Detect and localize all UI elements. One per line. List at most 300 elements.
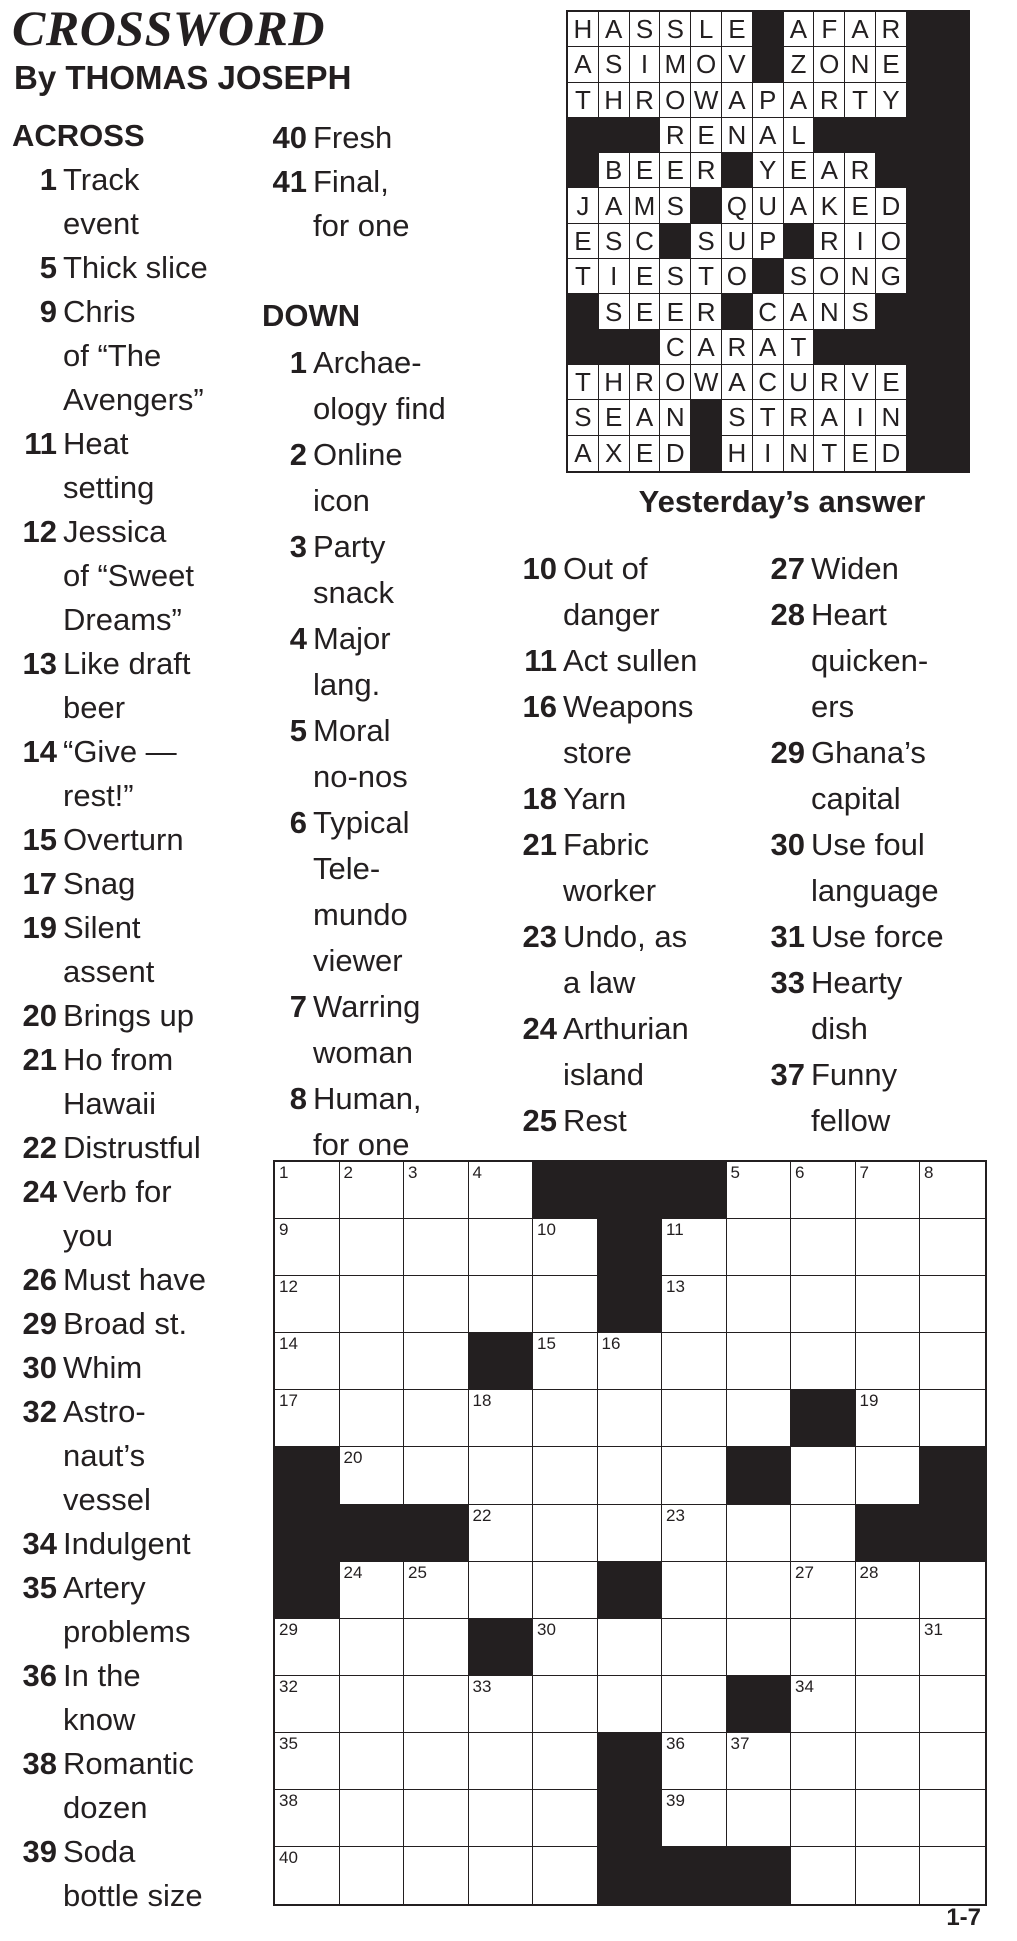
answer-cell[interactable] bbox=[727, 1790, 792, 1847]
across-clues-column-2 bbox=[262, 116, 492, 248]
yesterday-letter-cell: A bbox=[814, 153, 845, 188]
answer-cell[interactable] bbox=[662, 1733, 727, 1790]
clue-number: 37 bbox=[770, 1057, 805, 1092]
answer-cell[interactable] bbox=[920, 1162, 985, 1219]
answer-cell[interactable] bbox=[856, 1847, 921, 1904]
yesterday-letter-cell: U bbox=[753, 188, 784, 223]
cell-number: 37 bbox=[730, 1733, 750, 1753]
clue-number: 35 bbox=[22, 1570, 57, 1605]
answer-cell[interactable] bbox=[469, 1676, 534, 1733]
yesterday-letter-cell: M bbox=[660, 47, 691, 82]
yesterday-letter-cell: E bbox=[722, 12, 753, 47]
cell-number: 1 bbox=[279, 1163, 289, 1182]
answer-cell[interactable] bbox=[791, 1333, 856, 1390]
answer-cell[interactable] bbox=[727, 1162, 792, 1219]
answer-cell[interactable] bbox=[275, 1733, 340, 1790]
clue-number: 39 bbox=[22, 1834, 57, 1869]
clue bbox=[512, 822, 752, 914]
answer-cell[interactable] bbox=[469, 1390, 534, 1447]
yesterday-letter-cell: S bbox=[599, 294, 630, 329]
yesterday-black-square bbox=[938, 47, 969, 82]
answer-cell[interactable] bbox=[920, 1676, 985, 1733]
yesterday-letter-cell: A bbox=[568, 436, 599, 471]
clue-text: problems bbox=[63, 1614, 191, 1649]
clue-text: vessel bbox=[63, 1482, 151, 1517]
answer-cell[interactable] bbox=[533, 1562, 598, 1619]
yesterday-letter-cell: R bbox=[876, 12, 907, 47]
answer-cell[interactable] bbox=[469, 1162, 534, 1219]
answer-cell[interactable] bbox=[404, 1562, 469, 1619]
answer-cell[interactable] bbox=[404, 1162, 469, 1219]
black-square bbox=[727, 1847, 792, 1904]
answer-cell[interactable] bbox=[469, 1276, 534, 1333]
clue-text: Overturn bbox=[63, 822, 184, 857]
answer-cell[interactable] bbox=[275, 1276, 340, 1333]
answer-cell[interactable] bbox=[340, 1219, 405, 1276]
clue bbox=[512, 684, 752, 776]
yesterday-letter-cell: G bbox=[876, 259, 907, 294]
yesterday-letter-cell: X bbox=[599, 436, 630, 471]
answer-cell[interactable] bbox=[404, 1847, 469, 1904]
answer-cell[interactable] bbox=[533, 1733, 598, 1790]
yesterday-letter-cell: O bbox=[660, 83, 691, 118]
answer-cell[interactable] bbox=[469, 1733, 534, 1790]
answer-cell[interactable] bbox=[340, 1390, 405, 1447]
yesterday-black-square bbox=[876, 330, 907, 365]
clue-number: 11 bbox=[524, 643, 557, 678]
yesterday-black-square bbox=[907, 365, 938, 400]
yesterday-black-square bbox=[938, 330, 969, 365]
clue bbox=[262, 116, 492, 160]
clue-text: Snag bbox=[63, 866, 136, 901]
yesterday-black-square bbox=[568, 118, 599, 153]
yesterday-letter-cell: K bbox=[814, 188, 845, 223]
answer-cell[interactable] bbox=[662, 1390, 727, 1447]
clue bbox=[512, 1006, 752, 1098]
answer-cell[interactable] bbox=[727, 1505, 792, 1562]
cell-number: 31 bbox=[924, 1619, 943, 1639]
yesterday-black-square bbox=[907, 118, 938, 153]
answer-cell[interactable] bbox=[340, 1676, 405, 1733]
clue-number: 38 bbox=[22, 1746, 57, 1781]
answer-cell[interactable] bbox=[791, 1219, 856, 1276]
clue bbox=[12, 818, 252, 862]
answer-cell[interactable] bbox=[533, 1676, 598, 1733]
yesterday-letter-cell: I bbox=[845, 224, 876, 259]
answer-cell[interactable] bbox=[727, 1562, 792, 1619]
answer-cell[interactable] bbox=[469, 1790, 534, 1847]
yesterday-black-square bbox=[691, 400, 722, 435]
yesterday-letter-cell: Y bbox=[876, 83, 907, 118]
clue-text: ology find bbox=[313, 391, 446, 426]
yesterday-letter-cell: E bbox=[568, 224, 599, 259]
clue-text: naut’s bbox=[63, 1438, 146, 1473]
clue-text: a law bbox=[563, 965, 636, 1000]
clue-number: 17 bbox=[22, 866, 57, 901]
cell-number: 10 bbox=[537, 1220, 556, 1240]
answer-cell[interactable] bbox=[727, 1333, 792, 1390]
answer-cell[interactable] bbox=[469, 1447, 534, 1504]
yesterday-letter-cell: E bbox=[630, 436, 661, 471]
answer-cell[interactable] bbox=[598, 1619, 663, 1676]
cell-number: 17 bbox=[279, 1391, 298, 1411]
answer-cell[interactable] bbox=[469, 1219, 534, 1276]
yesterday-letter-cell: V bbox=[845, 365, 876, 400]
clue-number: 25 bbox=[522, 1103, 557, 1138]
yesterday-letter-cell: E bbox=[691, 118, 722, 153]
yesterday-letter-cell: Z bbox=[784, 47, 815, 82]
yesterday-letter-cell: A bbox=[568, 47, 599, 82]
answer-cell[interactable] bbox=[662, 1562, 727, 1619]
cell-number: 3 bbox=[408, 1163, 418, 1182]
yesterday-letter-cell: A bbox=[722, 83, 753, 118]
yesterday-letter-cell: A bbox=[784, 294, 815, 329]
answer-cell[interactable] bbox=[662, 1505, 727, 1562]
answer-cell[interactable] bbox=[404, 1276, 469, 1333]
answer-cell[interactable] bbox=[856, 1619, 921, 1676]
clue-text: viewer bbox=[313, 943, 403, 978]
answer-cell[interactable] bbox=[340, 1790, 405, 1847]
yesterday-black-square bbox=[568, 153, 599, 188]
yesterday-letter-cell: A bbox=[814, 400, 845, 435]
clue-text: lang. bbox=[313, 667, 381, 702]
yesterday-letter-cell: T bbox=[784, 330, 815, 365]
answer-cell[interactable] bbox=[404, 1390, 469, 1447]
clue-number: 41 bbox=[272, 164, 307, 199]
answer-cell[interactable] bbox=[791, 1790, 856, 1847]
answer-cell[interactable] bbox=[920, 1276, 985, 1333]
yesterday-black-square bbox=[938, 436, 969, 471]
answer-cell[interactable] bbox=[340, 1562, 405, 1619]
answer-cell[interactable] bbox=[791, 1847, 856, 1904]
clue-text: “Give — bbox=[63, 734, 177, 769]
yesterday-letter-cell: S bbox=[784, 259, 815, 294]
clue-text: Rest bbox=[563, 1103, 627, 1138]
clue bbox=[12, 906, 252, 994]
clue bbox=[262, 708, 492, 800]
yesterday-letter-cell: I bbox=[599, 259, 630, 294]
clue bbox=[12, 1170, 252, 1258]
answer-cell[interactable] bbox=[727, 1276, 792, 1333]
yesterday-letter-cell: C bbox=[753, 294, 784, 329]
yesterday-letter-cell: P bbox=[753, 83, 784, 118]
answer-cell[interactable] bbox=[404, 1219, 469, 1276]
clue-number: 9 bbox=[39, 294, 57, 329]
answer-cell[interactable] bbox=[920, 1333, 985, 1390]
answer-cell[interactable] bbox=[598, 1676, 663, 1733]
cell-number: 34 bbox=[795, 1676, 814, 1696]
answer-cell[interactable] bbox=[662, 1619, 727, 1676]
cell-number: 38 bbox=[279, 1791, 298, 1811]
answer-cell[interactable] bbox=[340, 1276, 405, 1333]
answer-cell[interactable] bbox=[856, 1447, 921, 1504]
clue-text: Major bbox=[313, 621, 391, 656]
clue bbox=[12, 1830, 252, 1918]
answer-cell[interactable] bbox=[791, 1562, 856, 1619]
puzzle-byline: By THOMAS JOSEPH bbox=[14, 59, 352, 96]
answer-cell[interactable] bbox=[791, 1733, 856, 1790]
answer-cell[interactable] bbox=[791, 1447, 856, 1504]
answer-cell[interactable] bbox=[533, 1276, 598, 1333]
answer-cell[interactable] bbox=[404, 1733, 469, 1790]
yesterday-letter-cell: B bbox=[599, 153, 630, 188]
answer-cell[interactable] bbox=[598, 1447, 663, 1504]
clue bbox=[12, 642, 252, 730]
clue bbox=[760, 1052, 1000, 1144]
answer-cell[interactable] bbox=[275, 1333, 340, 1390]
clue-text: Ghana’s bbox=[811, 735, 926, 770]
clue bbox=[12, 1346, 252, 1390]
answer-cell[interactable] bbox=[275, 1219, 340, 1276]
yesterday-letter-cell: T bbox=[814, 436, 845, 471]
answer-cell[interactable] bbox=[856, 1390, 921, 1447]
answer-cell[interactable] bbox=[340, 1447, 405, 1504]
answer-cell[interactable] bbox=[791, 1276, 856, 1333]
clue-text: Arthurian bbox=[563, 1011, 689, 1046]
answer-cell[interactable] bbox=[856, 1562, 921, 1619]
yesterday-letter-cell: J bbox=[568, 188, 599, 223]
yesterday-letter-cell: C bbox=[660, 330, 691, 365]
clue-number: 14 bbox=[22, 734, 57, 769]
cell-number: 28 bbox=[859, 1562, 879, 1582]
answer-cell[interactable] bbox=[662, 1333, 727, 1390]
yesterday-black-square bbox=[907, 400, 938, 435]
yesterday-letter-cell: L bbox=[691, 12, 722, 47]
black-square bbox=[598, 1790, 663, 1847]
clue-number: 24 bbox=[22, 1174, 57, 1209]
answer-cell[interactable] bbox=[856, 1676, 921, 1733]
yesterday-letter-cell: H bbox=[568, 12, 599, 47]
answer-cell[interactable] bbox=[469, 1562, 534, 1619]
answer-cell[interactable] bbox=[662, 1676, 727, 1733]
answer-cell[interactable] bbox=[533, 1505, 598, 1562]
answer-cell[interactable] bbox=[727, 1733, 792, 1790]
answer-cell[interactable] bbox=[727, 1619, 792, 1676]
yesterday-letter-cell: A bbox=[599, 188, 630, 223]
answer-cell[interactable] bbox=[920, 1733, 985, 1790]
answer-cell[interactable] bbox=[856, 1733, 921, 1790]
cell-number: 4 bbox=[472, 1163, 482, 1182]
yesterday-black-square bbox=[630, 118, 661, 153]
yesterday-black-square bbox=[938, 400, 969, 435]
yesterday-letter-cell: A bbox=[784, 188, 815, 223]
answer-cell[interactable] bbox=[856, 1276, 921, 1333]
answer-cell[interactable] bbox=[469, 1505, 534, 1562]
down-clues-column-1 bbox=[262, 340, 492, 1168]
answer-cell[interactable] bbox=[275, 1390, 340, 1447]
cell-number: 29 bbox=[279, 1619, 298, 1639]
clue bbox=[262, 800, 492, 984]
clue-number: 18 bbox=[522, 781, 557, 816]
yesterday-letter-cell: R bbox=[845, 153, 876, 188]
answer-cell[interactable] bbox=[533, 1447, 598, 1504]
clue bbox=[262, 1076, 492, 1168]
answer-cell[interactable] bbox=[340, 1162, 405, 1219]
clue-text: Verb for bbox=[63, 1174, 172, 1209]
yesterday-letter-cell: A bbox=[599, 12, 630, 47]
clue-number: 13 bbox=[22, 646, 57, 681]
answer-cell[interactable] bbox=[856, 1790, 921, 1847]
clue-text: Whim bbox=[63, 1350, 143, 1385]
black-square bbox=[598, 1219, 663, 1276]
clue bbox=[12, 1566, 252, 1654]
cell-number: 6 bbox=[795, 1163, 805, 1182]
clue bbox=[262, 340, 492, 432]
answer-cell[interactable] bbox=[275, 1847, 340, 1904]
answer-cell[interactable] bbox=[598, 1505, 663, 1562]
yesterday-answer-grid bbox=[566, 10, 970, 473]
clue-text: Typical bbox=[313, 805, 410, 840]
clue-text: Out of bbox=[563, 551, 648, 586]
answer-cell[interactable] bbox=[533, 1333, 598, 1390]
cell-number: 39 bbox=[666, 1791, 685, 1811]
yesterday-letter-cell: I bbox=[845, 400, 876, 435]
clue-text: worker bbox=[563, 873, 657, 908]
clue-number: 4 bbox=[289, 621, 307, 656]
clue bbox=[760, 822, 1000, 914]
cell-number: 35 bbox=[279, 1733, 298, 1753]
clue-text: Archae- bbox=[313, 345, 422, 380]
yesterday-black-square bbox=[907, 12, 938, 47]
answer-cell[interactable] bbox=[920, 1219, 985, 1276]
answer-cell[interactable] bbox=[533, 1790, 598, 1847]
yesterday-letter-cell: S bbox=[660, 188, 691, 223]
answer-cell[interactable] bbox=[920, 1790, 985, 1847]
cell-number: 30 bbox=[537, 1619, 556, 1639]
clue-text: Warring bbox=[313, 989, 421, 1024]
clue bbox=[12, 1522, 252, 1566]
answer-cell[interactable] bbox=[662, 1276, 727, 1333]
answer-cell[interactable] bbox=[404, 1333, 469, 1390]
answer-cell[interactable] bbox=[920, 1562, 985, 1619]
clue-text: Soda bbox=[63, 1834, 136, 1869]
cell-number: 33 bbox=[472, 1676, 492, 1696]
clue-number: 29 bbox=[770, 735, 805, 770]
answer-cell[interactable] bbox=[791, 1676, 856, 1733]
yesterday-letter-cell: S bbox=[599, 47, 630, 82]
answer-cell[interactable] bbox=[662, 1219, 727, 1276]
answer-cell[interactable] bbox=[920, 1390, 985, 1447]
cell-number: 40 bbox=[279, 1848, 298, 1868]
answer-cell[interactable] bbox=[791, 1619, 856, 1676]
answer-cell[interactable] bbox=[275, 1619, 340, 1676]
clue-text: Tele- bbox=[313, 851, 381, 886]
answer-cell[interactable] bbox=[469, 1847, 534, 1904]
answer-cell[interactable] bbox=[662, 1790, 727, 1847]
answer-cell[interactable] bbox=[727, 1390, 792, 1447]
clue-text: dozen bbox=[63, 1790, 148, 1825]
yesterday-letter-cell: R bbox=[630, 83, 661, 118]
black-square bbox=[920, 1505, 985, 1562]
yesterday-letter-cell: R bbox=[630, 365, 661, 400]
answer-cell[interactable] bbox=[404, 1447, 469, 1504]
answer-cell[interactable] bbox=[533, 1847, 598, 1904]
clue bbox=[12, 1654, 252, 1742]
answer-cell[interactable] bbox=[791, 1505, 856, 1562]
answer-cell[interactable] bbox=[275, 1676, 340, 1733]
answer-cell[interactable] bbox=[404, 1619, 469, 1676]
yesterday-letter-cell: N bbox=[722, 118, 753, 153]
answer-cell[interactable] bbox=[340, 1619, 405, 1676]
clue-number: 6 bbox=[289, 805, 307, 840]
clue-number: 27 bbox=[770, 551, 805, 586]
clue-number: 10 bbox=[522, 551, 557, 586]
yesterday-letter-cell: I bbox=[753, 436, 784, 471]
answer-cell[interactable] bbox=[598, 1333, 663, 1390]
clue bbox=[512, 1098, 752, 1144]
clue-text: woman bbox=[313, 1035, 413, 1070]
answer-cell[interactable] bbox=[533, 1619, 598, 1676]
answer-cell[interactable] bbox=[404, 1790, 469, 1847]
clue-text: for one bbox=[313, 208, 410, 243]
answer-cell[interactable] bbox=[340, 1333, 405, 1390]
answer-cell[interactable] bbox=[727, 1219, 792, 1276]
answer-cell[interactable] bbox=[920, 1619, 985, 1676]
clue-number: 5 bbox=[289, 713, 307, 748]
answer-cell[interactable] bbox=[920, 1847, 985, 1904]
yesterday-black-square bbox=[691, 436, 722, 471]
answer-cell[interactable] bbox=[856, 1219, 921, 1276]
clue-text: capital bbox=[811, 781, 901, 816]
yesterday-black-square bbox=[907, 47, 938, 82]
clue-number: 20 bbox=[22, 998, 57, 1033]
answer-cell[interactable] bbox=[662, 1447, 727, 1504]
yesterday-letter-cell: T bbox=[753, 400, 784, 435]
yesterday-black-square bbox=[938, 153, 969, 188]
clue-text: Funny bbox=[811, 1057, 898, 1092]
black-square bbox=[598, 1733, 663, 1790]
clue-number: 3 bbox=[289, 529, 307, 564]
cell-number: 22 bbox=[472, 1505, 492, 1525]
yesterday-letter-cell: T bbox=[568, 259, 599, 294]
clue bbox=[12, 158, 252, 246]
black-square bbox=[275, 1562, 340, 1619]
clue-text: Use force bbox=[811, 919, 944, 954]
across-clues-column-1 bbox=[12, 158, 252, 1918]
answer-cell[interactable] bbox=[404, 1676, 469, 1733]
answer-cell[interactable] bbox=[340, 1733, 405, 1790]
yesterday-letter-cell: F bbox=[814, 12, 845, 47]
clue-text: quicken- bbox=[811, 643, 929, 678]
yesterday-letter-cell: E bbox=[630, 294, 661, 329]
clue bbox=[262, 984, 492, 1076]
yesterday-black-square bbox=[907, 224, 938, 259]
yesterday-letter-cell: S bbox=[660, 12, 691, 47]
clue-text: Hearty bbox=[811, 965, 903, 1000]
clue-number: 21 bbox=[22, 1042, 57, 1077]
yesterday-letter-cell: N bbox=[876, 400, 907, 435]
clue-text: Silent bbox=[63, 910, 141, 945]
answer-cell[interactable] bbox=[533, 1390, 598, 1447]
answer-cell[interactable] bbox=[275, 1790, 340, 1847]
answer-cell[interactable] bbox=[856, 1333, 921, 1390]
yesterday-letter-cell: A bbox=[753, 330, 784, 365]
yesterday-black-square bbox=[938, 83, 969, 118]
answer-cell[interactable] bbox=[533, 1219, 598, 1276]
answer-cell[interactable] bbox=[275, 1162, 340, 1219]
clue-text: of “Sweet bbox=[63, 558, 194, 593]
clue-number: 12 bbox=[22, 514, 57, 549]
answer-cell[interactable] bbox=[856, 1162, 921, 1219]
clue-number: 32 bbox=[22, 1394, 57, 1429]
answer-cell[interactable] bbox=[791, 1162, 856, 1219]
clue-number: 2 bbox=[289, 437, 307, 472]
yesterday-letter-cell: W bbox=[691, 83, 722, 118]
yesterday-letter-cell: T bbox=[568, 83, 599, 118]
answer-cell[interactable] bbox=[598, 1390, 663, 1447]
cell-number: 8 bbox=[924, 1163, 934, 1182]
answer-cell[interactable] bbox=[340, 1847, 405, 1904]
